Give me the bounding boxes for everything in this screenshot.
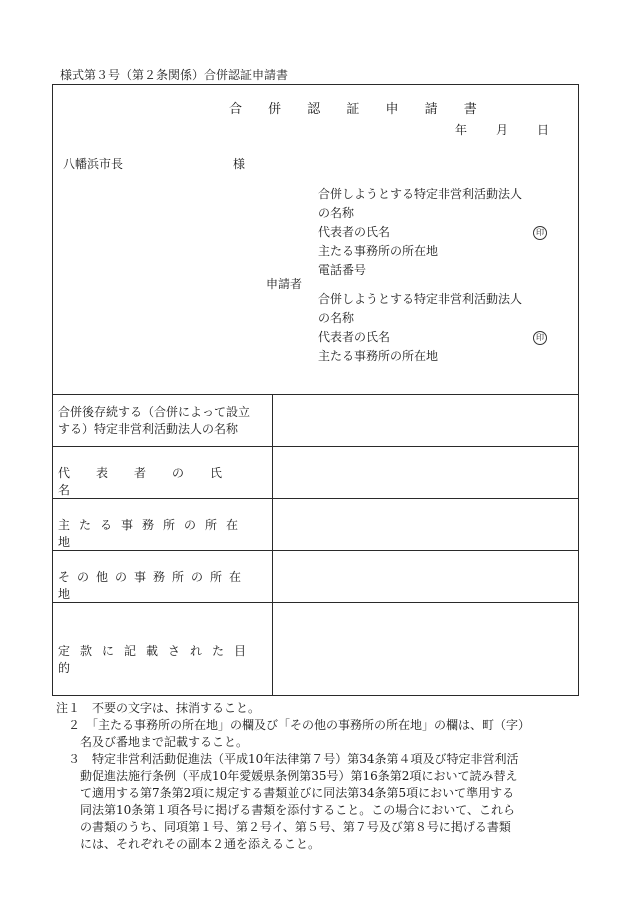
note-2-line2: 名及び番地まで記載すること。 (56, 735, 249, 749)
applicant2-name-line1: 合併しようとする特定非営利活動法人 (318, 292, 523, 306)
applicant2-name-line2: の名称 (318, 311, 355, 325)
row1-label-line2: する）特定非営利活動法人の名称 (58, 422, 239, 436)
purpose-label (58, 642, 264, 676)
divider-row4 (52, 602, 579, 603)
divider-row3 (52, 550, 579, 551)
note-2-line1: ２ 「主たる事務所の所在地」の欄及び「その他の事務所の所在地」の欄は、町（字） (56, 718, 531, 732)
applicant1-phone: 電話番号 (318, 263, 367, 277)
divider-row2 (52, 498, 579, 499)
column-divider (272, 394, 273, 696)
applicant2-office: 主たる事務所の所在地 (318, 349, 439, 363)
row5-label-text: 定款に記載された目的 (58, 644, 257, 675)
date-year: 年 (455, 123, 468, 137)
divider-row1 (52, 446, 579, 447)
surviving-corporation-name-label (58, 404, 268, 438)
document-title: 合 併 認 証 申 請 書 (229, 102, 488, 117)
seal-mark-1: 印 (533, 226, 547, 240)
applicant1-representative: 代表者の氏名 (318, 225, 391, 239)
date-day: 日 (537, 123, 550, 137)
note-3-line2: 動促進法施行条例（平成10年愛媛県条例第35号）第16条第2項において読み替え (56, 769, 518, 783)
application-form-frame (52, 84, 579, 696)
note-3-line3: て適用する第7条第2項に規定する書類並びに同法第34条第5項において準用する (56, 786, 515, 800)
other-office-label (58, 568, 264, 602)
main-office-label (58, 516, 264, 550)
row1-label-line1: 合併後存続する（合併によって設立 (58, 405, 251, 419)
applicant2-representative: 代表者の氏名 (318, 330, 391, 344)
date-month: 月 (496, 123, 509, 137)
note-3-line1: ３ 特定非営利活動促進法（平成10年法律第７号）第34条第４項及び特定非営利活 (56, 752, 519, 766)
note-1: 注１ 不要の文字は、抹消すること。 (56, 701, 261, 715)
representative-name-label (58, 464, 264, 498)
row4-label-text: その他の事務所の所在地 (58, 570, 249, 601)
applicant1-name-line2: の名称 (318, 206, 355, 220)
applicant-label: 申請者 (266, 277, 303, 291)
note-3-line4: 同法第10条第１項各号に掲げる書類を添付すること。この場合において、これら (56, 803, 516, 817)
addressee: 八幡浜市長 (63, 157, 124, 171)
seal-mark-2: 印 (533, 331, 547, 345)
form-number-label: 様式第３号（第２条関係）合併認証申請書 (60, 68, 289, 82)
row3-label-text: 主たる事務所の所在地 (58, 518, 248, 549)
row2-label-text: 代表者の氏名 (58, 466, 249, 497)
applicant1-office: 主たる事務所の所在地 (318, 244, 439, 258)
divider-header (52, 394, 579, 395)
note-3-line5: の書類のうち、同項第１号、第２号イ、第５号、第７号及び第８号に掲げる書類 (56, 820, 511, 834)
honorific: 様 (233, 157, 246, 171)
applicant1-name-line1: 合併しようとする特定非営利活動法人 (318, 187, 523, 201)
note-3-line6: には、それぞれその副本２通を添えること。 (56, 837, 321, 851)
